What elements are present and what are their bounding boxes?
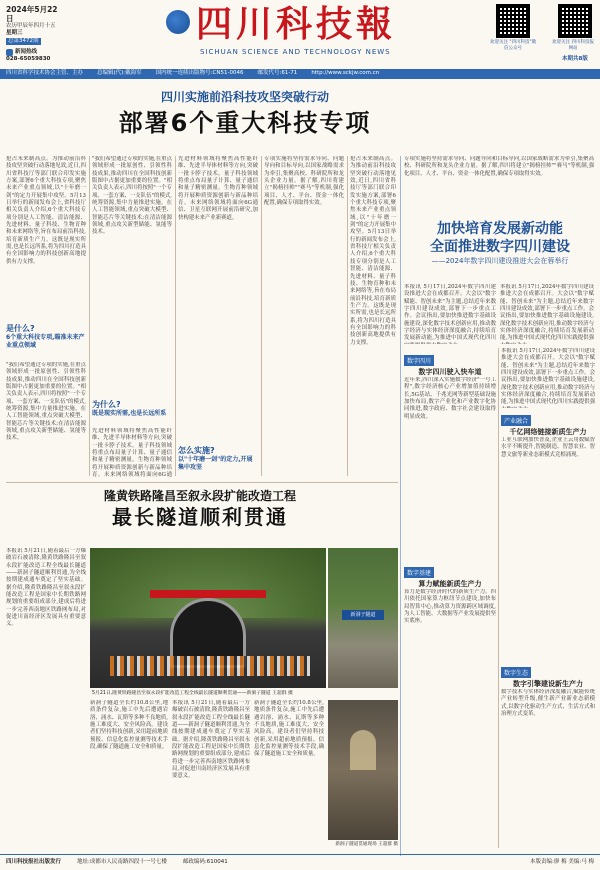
subhead-why-sub: 既是现实所需,也是长远所系 xyxy=(92,410,167,417)
tunnel-sign: 新洞子隧道 xyxy=(342,610,384,620)
issue-number: 总第3472期 xyxy=(8,38,39,44)
footer-publisher: 四川科技报社出版发行 xyxy=(6,859,62,865)
bottom-headline-block xyxy=(20,488,380,530)
hotline xyxy=(6,49,64,56)
column-divider xyxy=(89,156,90,476)
lead-col-2b: 先进材料领域将聚焦高性能纤维、先进半导体材料等方向,突破一批卡脖子技术。量子科技领域将重点布局量子计算、量子通信和量子精密测量。生物育种领域将开展种质资源创新与新品种培育。未来网络领域将面向6G通 xyxy=(92,428,172,478)
website-qr-caption: 欢迎关注 四川科技报网站 xyxy=(552,40,594,51)
right-section-3 xyxy=(501,348,595,607)
lead-col-5: 抢占未来制高点。为推动前沿科技攻坚突破行动落地见效,近日,四川省科技厅等部门联合印发实施方案,部署6个重大科技专项,聚焦未来产业重点领域,以"十年磨一剑"的定力开展集中攻坚。5月13日举行的新闻发布会上,省科技厅相关负责人介绍,6个重大科技专项分别是人工智能、清洁能源、先进材料、量子科技、生物育种和未来网络等,旨在布局前沿科技,培育新质生产力。这既是现实所需,也是长远所系,将为四川打造具有全国影响力的科技创新高地提供有力支撑。 xyxy=(350,156,396,346)
footer-editors: 本版责编:廖 梅 美编:马 梅 xyxy=(530,859,594,865)
section-divider xyxy=(400,156,401,856)
bottom-text-col-3: 本报讯 5月21日,随着最后一方爆破岩石被清除,隆黄铁路隆昌至叙永段扩能改造工程全线最长隧道——新洞子隧道顺利贯通,为全线按期建成通车奠定了坚实基础。据介绍,隆黄铁路隆昌至叙永段扩能改造工程是国家中长期铁路网规划的重要组成部分,建成后将进一步完善西南地区铁路网布局,对促进川南经济区发展具有重要意义。 xyxy=(172,700,250,780)
lead-headline: 部署6个重大科技专项 xyxy=(118,109,372,137)
subhead-how-title: 怎么实施? xyxy=(178,446,215,455)
newspaper-logo xyxy=(166,3,456,58)
interior-photo-caption: 新洞子隧道贯通现场 王超群 摄 xyxy=(335,842,398,847)
right-section-2 xyxy=(404,560,496,869)
bottom-text-col-2: 新洞子隧道全长约10.8公里,地质条件复杂,施工中先后遭遇岩溶、涌水、瓦斯等多种不良地质,施工难度大、安全风险高。建设者们坚持科技创新,采用超前地质预报、信息化监控量测等技术手段,确保了隧道施工安全和质量。 xyxy=(90,700,168,751)
chief-editor: 总编辑(代):戴海军 xyxy=(97,70,142,76)
bottom-text-col-4: 新洞子隧道全长约10.8公里,地质条件复杂,施工中先后遭遇岩溶、涌水、瓦斯等多种不良地质,施工难度大、安全风险高。建设者们坚持科技创新,采用超前地质预报、信息化监控量测等技术手段,确保了隧道施工安全和质量。 xyxy=(254,700,324,758)
tunnel-interior-light xyxy=(350,730,376,770)
newspaper-title: 四川科技報 xyxy=(196,3,397,45)
footer-address: 地址:成都市人民南路四段十一号七楼 xyxy=(77,859,167,865)
section-title: 千亿网络链接新质生产力 xyxy=(509,428,587,436)
section-text: 算力是数字经济时代的新质生产力。四川依托国家算力枢纽节点建设,加快布局智算中心,推动算力资源跨区域调度,为人工智能、大数据等产业发展提供坚实底座。 xyxy=(404,589,496,625)
column-divider xyxy=(175,156,176,476)
section-tag: 数字生态 xyxy=(501,667,531,678)
right-intro-text: 专项实施将坚持需求导向、问题导向和目标导向,以国家战略需求为牵引,集聚高校、科研院所和龙头企业力量。据了解,四川将建立"揭榜挂帅""赛马"等机制,强化项目、人才、平台、资金一体化配置,确保专项取得实效。 xyxy=(404,156,594,177)
sponsor: 四川省科学技术协会主管、主办 xyxy=(6,70,84,76)
right-section-4 xyxy=(501,660,595,869)
info-bar xyxy=(0,69,600,79)
section-tag: 产业融合 xyxy=(501,415,531,426)
section-title: 算力赋能新质生产力 xyxy=(418,580,482,588)
tunnel-banner xyxy=(150,590,266,598)
section-text: 近年来,四川深入实施数字经济"一号工程",数字经济核心产业增加值持续增长,5G基站、千兆光网等新型基础设施加快布局,数字产业化和产业数字化协同推进,数字政府、数字社会建设取得明显成效。 xyxy=(404,377,496,420)
lead-col-1: 抢占未来制高点。为推动前沿科技攻坚突破行动落地见效,近日,四川省科技厅等部门联合印发实施方案,部署6个重大科技专项,聚焦未来产业重点领域,以"十年磨一剑"的定力开展集中攻坚。5月13日举行的新闻发布会上,省科技厅相关负责人介绍,6个重大科技专项分别是人工智能、清洁能源、先进材料、量子科技、生物育种和未来网络等,旨在布局前沿科技,培育新质生产力。这既是现实所需,也是长远所系,将为四川打造具有全国影响力的科技创新高地提供有力支撑。 xyxy=(6,156,86,265)
lead-subhead-what xyxy=(6,324,86,349)
website-link[interactable]: http://www.sckjw.com.cn xyxy=(311,70,380,76)
construction-photo xyxy=(328,548,398,688)
right-text-col-1: 本报讯 5月17日,2024年数字四川建设推进大会在成都召开。大会以"数字赋能、智创未来"为主题,总结近年来数字四川建设成效,部署下一步重点工作。会议指出,要加快推进数字基础设施建设,深化数字技术创新应用,推动数字经济与实体经济深度融合,持续培育发展新动能,为推进中国式现代化四川 xyxy=(404,284,496,342)
hotline-label: 新闻热线 xyxy=(15,49,38,55)
postal-code: 邮发代号:61-71 xyxy=(257,70,298,76)
page-count: 本期共8版 xyxy=(562,56,588,62)
lead-subhead-how xyxy=(178,446,258,471)
qr-area xyxy=(470,4,596,64)
lead-headline-block xyxy=(90,90,400,150)
logo-emblem-icon xyxy=(166,10,190,34)
column-divider xyxy=(347,156,348,476)
right-text-col-2: 本报讯 5月17日,2024年数字四川建设推进大会在成都召开。大会以"数字赋能、智创未来"为主题,总结近年来数字四川建设成效,部署下一步重点工作。会议指出,要加快推进数字基础设施建设,深化数字技术创新应用,推动数字经济与实体经济深度融合,持续培育发展新动能,为推进中国式现代化四川实践提供强 xyxy=(500,284,594,342)
right-headline-block xyxy=(404,220,596,266)
footer xyxy=(0,854,600,870)
footer-postcode: 邮政编码:610041 xyxy=(182,859,228,865)
lead-col-3: 先进材料领域将聚焦高性能纤维、先进半导体材料等方向,突破一批卡脖子技术。量子科技领域将重点布局量子计算、量子通信和量子精密测量。生物育种领域将开展种质资源创新与新品种培育。未来网络领域将面向6G通信、卫星互联网开展前沿研究,加快构建未来产业新赛道。 xyxy=(178,156,258,221)
tunnel-photo-caption: 5月21日,隆黄铁路隆昌至叙永段扩能改造工程全线最长隧道顺利贯通——新洞子隧道 王超群 摄 xyxy=(92,691,293,696)
lead-col-2: "我们希望通过专项的实施,在重点领域形成一批原创性、引领性科技成果,推动四川在全国科技创新版图中占据更加重要的位置。"相关负责人表示,四川将按照"一个专项、一套方案、一支队伍"的模式,统筹资源,集中力量推进实施。在人工智能领域,重点突破大模型、智能芯片等关键技术;在清洁能源领域,重点攻关新型储能、氢能等技术。 xyxy=(92,156,172,236)
lead-col-1b: "我们希望通过专项的实施,在重点领域形成一批原创性、引领性科技成果,推动四川在全国科技创新版图中占据更加重要的位置。"相关负责人表示,四川将按照"一个专项、一套方案、一支队伍"的模式,统筹资源,集中力量推进实施。在人工智能领域,重点突破大模型、智能芯片等关键技术;在清洁能源领域,重点攻关新型储能、氢能等技术。 xyxy=(6,362,86,442)
hotline-number: 028-65059830 xyxy=(6,56,51,62)
column-divider xyxy=(498,348,499,848)
subhead-how-sub: 以"十年磨一剑"的定力,开展集中攻坚 xyxy=(178,456,253,471)
masthead xyxy=(0,0,600,70)
lead-subhead-why xyxy=(92,400,172,418)
subhead-what-sub: 6个重大科技专项,瞄准未来产业重点领域 xyxy=(6,334,85,349)
section-title: 数字引擎建设新生产力 xyxy=(513,680,583,688)
newspaper-title-en: SICHUAN SCIENCE AND TECHNOLOGY NEWS xyxy=(200,48,391,56)
wechat-qr-code[interactable] xyxy=(496,4,530,38)
section-text: 数字技术与实体经济深度融合,赋能传统产业转型升级,催生新产业新业态新模式,以数字化驱动生产方式、生活方式和治理方式变革。 xyxy=(501,689,595,718)
tunnel-photo xyxy=(90,548,326,688)
bottom-story-border xyxy=(6,482,398,483)
subhead-what-title: 是什么? xyxy=(6,324,35,333)
section-text: 工业互联网加快普及,企业上云用数赋智水平不断提升,智能制造、智慧农业、智慧文旅等新业态新模式竞相涌现。 xyxy=(501,437,595,458)
issue-lunar: 农历甲辰年四月十五 xyxy=(6,23,56,29)
right-section-1 xyxy=(404,348,496,567)
issue-weekday: 星期三 xyxy=(6,30,23,36)
issue-date: 2024年5月22日 xyxy=(6,5,58,23)
bottom-headline: 最长隧道顺利贯通 xyxy=(112,505,288,529)
section-title: 数字四川驶入快车道 xyxy=(418,368,482,376)
phone-icon xyxy=(6,49,13,56)
right-headline-1: 加快培育发展新动能 xyxy=(437,221,563,237)
lead-col-4: 专项实施将坚持需求导向、问题导向和目标导向,以国家战略需求为牵引,集聚高校、科研院所和龙头企业力量。据了解,四川将建立"揭榜挂帅""赛马"等机制,强化项目、人才、平台、资金一体化配置,确保专项取得实效。 xyxy=(264,156,344,207)
section-tag: 数字四川 xyxy=(404,355,434,366)
right-subline: ——2024年数字四川建设推进大会在蓉举行 xyxy=(431,257,569,265)
cn-number: 国内统一连续出版物号:CN51-0046 xyxy=(155,70,244,76)
subhead-why-title: 为什么? xyxy=(92,400,121,409)
tunnel-interior-photo xyxy=(328,700,398,840)
website-qr-code[interactable] xyxy=(558,4,592,38)
bottom-kicker: 隆黄铁路隆昌至叙永段扩能改造工程 xyxy=(103,489,296,503)
bottom-text-col-1: 本报讯 5月21日,随着最后一方爆破岩石被清除,隆黄铁路隆昌至叙永段扩能改造工程全线最长隧道——新洞子隧道顺利贯通,为全线按期建成通车奠定了坚实基础。据介绍,隆黄铁路隆昌至叙永段扩能改造工程是国家中长期铁路网规划的重要组成部分,建成后将进一步完善西南地区铁路网布局,对促进川南经济区发展具有重要意义。 xyxy=(6,548,86,628)
section-lead-text: 本报讯 5月17日,2024年数字四川建设推进大会在成都召开。大会以"数字赋能、智创未来"为主题,总结近年来数字四川建设成效,部署下一步重点工作。会议指出,要加快推进数字基础设施建设,深化数字技术创新应用,推动数字经济与实体经济深度融合,持续培育发展新动能,为推进中国式现代化四川实践提供强 xyxy=(501,348,595,406)
wechat-qr-caption: 欢迎关注 "四川科技"微信公众号 xyxy=(489,40,537,51)
lead-kicker: 四川实施前沿科技攻坚突破行动 xyxy=(160,90,329,104)
section-tag: 数字基建 xyxy=(404,567,434,578)
column-divider xyxy=(261,156,262,476)
workers-group xyxy=(110,656,310,676)
right-headline-2: 全面推进数字四川建设 xyxy=(430,239,570,255)
issue-info xyxy=(6,5,64,63)
